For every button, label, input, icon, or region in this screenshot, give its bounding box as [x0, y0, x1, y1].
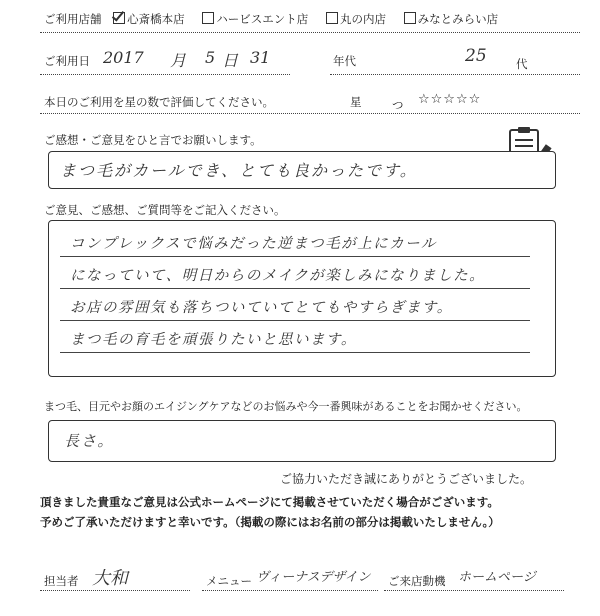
comment-rule-3: [60, 320, 530, 321]
store-option-herbis-ent[interactable]: ハービスエント店: [202, 12, 308, 26]
store-option-marunouchi[interactable]: 丸の内店: [326, 12, 386, 26]
rating-underline: [40, 113, 580, 114]
thanks-text: ご協力いただき誠にありがとうございました。: [280, 472, 533, 486]
checkbox-icon[interactable]: [113, 12, 125, 24]
date-label: ご利用日: [44, 54, 90, 68]
checkbox-icon[interactable]: [326, 12, 338, 24]
date-month-unit: 日: [222, 51, 239, 70]
store-row: [44, 11, 512, 27]
comment-line-4: まつ毛の育毛を頑張りたいと思います。: [70, 332, 357, 348]
store-label: ご利用店舗: [44, 12, 102, 26]
rating-stars: ☆☆☆☆☆: [418, 92, 482, 107]
concerns-text: 長さ。: [64, 432, 115, 450]
age-underline: [330, 74, 580, 75]
concerns-prompt: まつ毛、目元やお顔のエイジングケアなどのお悩みや今一番興味があることをお聞かせください。: [44, 400, 528, 413]
date-day: 31: [250, 48, 271, 67]
checkbox-icon[interactable]: [202, 12, 214, 24]
date-month: 5: [205, 48, 216, 67]
comment-line-1: コンプレックスで悩みだった逆まつ毛が上にカール: [70, 236, 437, 252]
source-underline: [384, 590, 564, 591]
menu-label: メニュー: [206, 574, 252, 588]
impression-prompt: ご感想・ご意見をひと言でお願いします。: [44, 133, 262, 147]
store-option-minatomirai[interactable]: みなとみらい店: [404, 12, 499, 26]
date-year-unit: 月: [170, 51, 187, 70]
comment-rule-4: [60, 352, 530, 353]
date-underline: [40, 74, 290, 75]
notice-line-2: 予めご了承いただけますと幸いです。（掲載の際にはお名前の部分は掲載いたしません。）: [40, 515, 500, 529]
comment-line-3: お店の雰囲気も落ちついていてとてもやすらぎます。: [70, 300, 453, 316]
comment-rule-2: [60, 288, 530, 289]
age-value: 25: [465, 46, 487, 66]
staff-underline: [40, 590, 190, 591]
source-value: ホームページ: [458, 570, 536, 585]
impression-text: まつ毛がカールでき、とても良かったです。: [60, 161, 418, 180]
staff-label: 担当者: [44, 574, 79, 588]
checkbox-icon[interactable]: [404, 12, 416, 24]
menu-underline: [202, 590, 378, 591]
source-label: ご来店動機: [388, 574, 446, 588]
menu-value: ヴィーナスデザイン: [256, 570, 371, 585]
store-option-shinsaibashi[interactable]: 心斎橋本店: [113, 12, 185, 26]
concerns-box: [48, 420, 556, 462]
age-unit: 代: [516, 57, 528, 71]
comment-rule-1: [60, 256, 530, 257]
age-label: 年代: [333, 54, 356, 68]
date-year: 2017: [103, 48, 144, 67]
store-underline: [40, 32, 580, 33]
rating-prompt: 本日のご利用を星の数で評価してください。: [44, 95, 274, 109]
comments-prompt: ご意見、ご感想、ご質問等をご記入ください。: [44, 203, 286, 217]
rating-label: 星: [350, 95, 362, 109]
notice-line-1: 頂きました貴重なご意見は公式ホームページにて掲載させていただく場合がございます。: [40, 495, 499, 509]
rating-unit: つ: [392, 98, 404, 112]
staff-value: 大和: [92, 568, 128, 589]
comment-line-2: になっていて、明日からのメイクが楽しみになりました。: [70, 268, 486, 284]
